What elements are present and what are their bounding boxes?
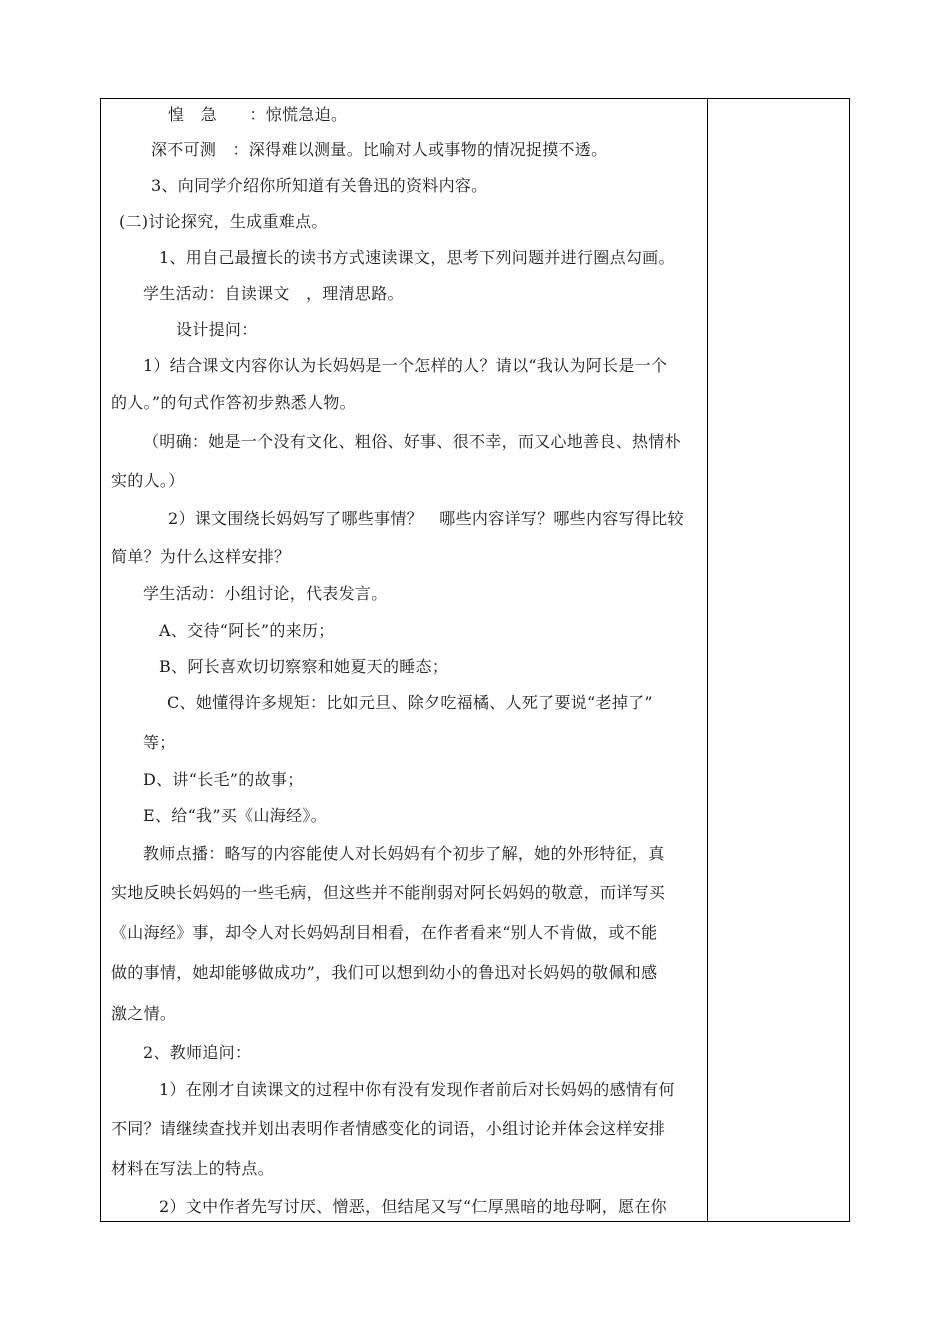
text-line: 学生活动：小组讨论，代表发言。 <box>143 584 388 603</box>
list-item: A、交待“阿长”的来历； <box>159 621 335 640</box>
text-line: 学生活动：自读课文 ，理清思路。 <box>143 284 404 303</box>
text-line: 实地反映长妈妈的一些毛病，但这些并不能削弱对阿长妈妈的敬意，而详写买 <box>111 883 666 902</box>
text-line: 3、向同学介绍你所知道有关鲁迅的资料内容。 <box>151 176 488 195</box>
text-line: （明确：她是一个没有文化、粗俗、好事、很不幸，而又心地善良、热情朴 <box>143 432 681 451</box>
text-line: 深不可测 ：深得难以测量。比喻对人或事物的情况捉摸不透。 <box>151 140 608 159</box>
text-line: 1）结合课文内容你认为长妈妈是一个怎样的人？请以“我认为阿长是一个 <box>143 356 668 375</box>
text-line: 做的事情，她却能够做成功”，我们可以想到幼小的鲁迅对长妈妈的敬佩和感 <box>111 963 658 982</box>
text-line: 1、用自己最擅长的读书方式速读课文，思考下列问题并进行圈点勾画。 <box>159 248 675 267</box>
list-item: C、她懂得许多规矩：比如元旦、除夕吃福橘、人死了要说“老掉了” <box>167 693 653 712</box>
text-line: 惶 急 ：惊慌急迫。 <box>168 105 348 124</box>
lesson-content-cell <box>101 99 707 1221</box>
text-line: 1）在刚才自读课文的过程中你有没有发现作者前后对长妈妈的感情有何 <box>159 1080 675 1099</box>
section-heading: (二)讨论探究，生成重难点。 <box>119 212 328 231</box>
text-line: 2）文中作者先写讨厌、憎恶，但结尾又写“仁厚黑暗的地母啊，愿在你 <box>159 1197 667 1216</box>
text-line: 简单？为什么这样安排？ <box>111 547 291 566</box>
list-item: D、讲“长毛”的故事； <box>143 770 304 789</box>
text-line: 教师点播：略写的内容能使人对长妈妈有个初步了解，她的外形特征，真 <box>143 844 665 863</box>
text-line: 的人。”的句式作答初步熟悉人物。 <box>111 393 356 412</box>
list-item: E、给“我”买《山海经》。 <box>143 806 327 825</box>
lesson-table <box>100 98 850 1222</box>
notes-cell <box>708 99 849 1221</box>
list-item-continuation: 等； <box>143 733 176 752</box>
text-line: 《山海经》事，却令人对长妈妈刮目相看，在作者看来“别人不肯做，或不能 <box>111 923 658 942</box>
text-line: 材料在写法上的特点。 <box>111 1159 275 1178</box>
text-line: 设计提问： <box>176 320 258 339</box>
text-line: 激之情。 <box>111 1004 177 1023</box>
list-item: B、阿长喜欢切切察察和她夏天的睡态； <box>159 657 449 676</box>
text-line: 2）课文围绕长妈妈写了哪些事情？ 哪些内容详写？哪些内容写得比较 <box>168 509 684 528</box>
text-line: 2、教师追问： <box>143 1043 252 1062</box>
text-line: 实的人。） <box>111 471 185 490</box>
text-line: 不同？请继续查找并划出表明作者情感变化的词语，小组讨论并体会这样安排 <box>111 1119 666 1138</box>
